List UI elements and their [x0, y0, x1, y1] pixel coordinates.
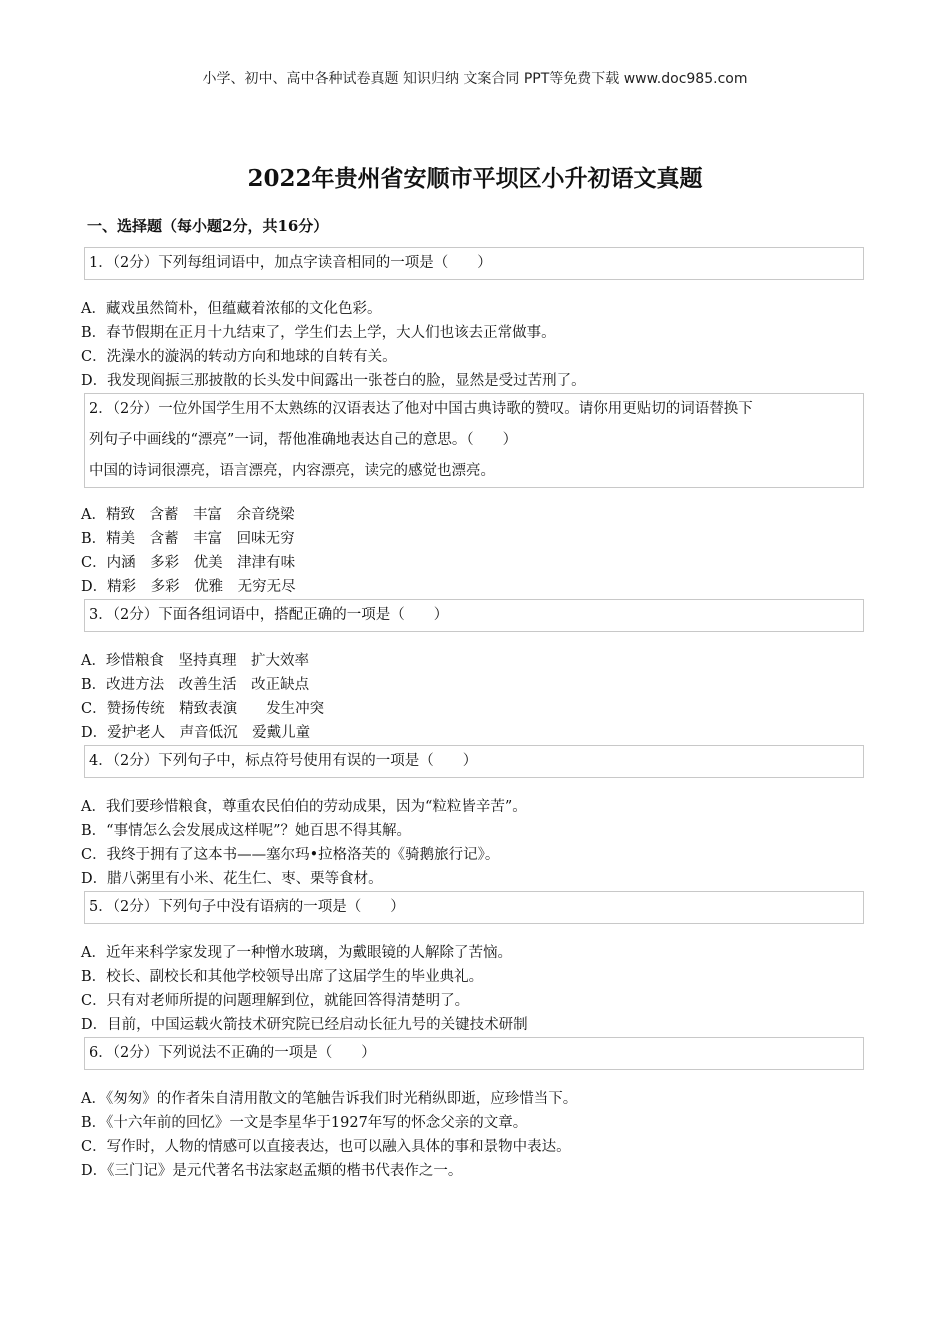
question-stem-line: 中国的诗词很漂亮，语言漂亮，内容漂亮，读完的感觉也漂亮。: [89, 463, 495, 479]
question-3-option-b: B．改进方法 改善生活 改正缺点: [81, 677, 310, 693]
question-2-option-c: C．内涵 多彩 优美 津津有味: [81, 555, 296, 571]
question-2-option-d: D．精彩 多彩 优雅 无穷无尽: [81, 579, 296, 595]
question-1-option-d: D．我发现阎振三那披散的长头发中间露出一张苍白的脸，显然是受过苦刑了。: [81, 373, 586, 389]
question-stem-line: 3．（2分）下面各组词语中，搭配正确的一项是（ ）: [89, 607, 449, 623]
question-stem-line: 1．（2分）下列每组词语中，加点字读音相同的一项是（ ）: [89, 255, 492, 271]
question-2-option-b: B．精美 含蓄 丰富 回味无穷: [81, 531, 295, 547]
question-5-option-c: C．只有对老师所提的问题理解到位，就能回答得清楚明了。: [81, 993, 470, 1009]
question-3-stem: [84, 599, 864, 632]
question-stem-line: 列句子中画线的“漂亮”一词，帮他准确地表达自己的意思。（ ）: [89, 432, 518, 448]
question-stem-line: 4．（2分）下列句子中，标点符号使用有误的一项是（ ）: [89, 753, 478, 769]
question-6-option-d: D．《三门记》是元代著名书法家赵孟頫的楷书代表作之一。: [81, 1163, 463, 1179]
question-4-option-b: B．“事情怎么会发展成这样呢”？她百思不得其解。: [81, 823, 411, 839]
question-3-option-c: C．赞扬传统 精致表演 发生冲突: [81, 701, 325, 717]
question-stem-line: 6．（2分）下列说法不正确的一项是（ ）: [89, 1045, 376, 1061]
question-5-option-b: B．校长、副校长和其他学校领导出席了这届学生的毕业典礼。: [81, 969, 484, 985]
question-1-option-a: A．藏戏虽然简朴，但蕴藏着浓郁的文化色彩。: [81, 301, 382, 317]
question-1-option-b: B．春节假期在正月十九结束了，学生们去上学，大人们也该去正常做事。: [81, 325, 556, 341]
question-4-stem: [84, 745, 864, 778]
question-6-option-b: B．《十六年前的回忆》一文是李星华于1927年写的怀念父亲的文章。: [81, 1115, 528, 1131]
question-4-option-c: C．我终于拥有了这本书——塞尔玛•拉格洛芙的《骑鹅旅行记》。: [81, 847, 500, 863]
question-5-option-a: A．近年来科学家发现了一种憎水玻璃，为戴眼镜的人解除了苦恼。: [81, 945, 512, 961]
question-5-option-d: D．目前，中国运载火箭技术研究院已经启动长征九号的关键技术研制: [81, 1017, 528, 1033]
question-6-option-a: A．《匆匆》的作者朱自清用散文的笔触告诉我们时光稍纵即逝，应珍惜当下。: [81, 1091, 578, 1107]
question-1-option-c: C．洗澡水的漩涡的转动方向和地球的自转有关。: [81, 349, 397, 365]
question-4-option-d: D．腊八粥里有小米、花生仁、枣、栗等食材。: [81, 871, 383, 887]
question-stem-line: 2．（2分）一位外国学生用不太熟练的汉语表达了他对中国古典诗歌的赞叹。请你用更贴切的词语替换下: [89, 401, 753, 417]
question-1-stem: [84, 247, 864, 280]
question-stem-line: 5．（2分）下列句子中没有语病的一项是（ ）: [89, 899, 405, 915]
page-title: 2022年贵州省安顺市平坝区小升初语文真题: [247, 165, 703, 192]
question-2-stem: [84, 393, 864, 488]
question-6-stem: [84, 1037, 864, 1070]
question-4-option-a: A．我们要珍惜粮食，尊重农民伯伯的劳动成果，因为“粒粒皆辛苦”。: [81, 799, 527, 815]
question-3-option-a: A．珍惜粮食 坚持真理 扩大效率: [81, 653, 309, 669]
question-5-stem: [84, 891, 864, 924]
question-3-option-d: D．爱护老人 声音低沉 爱戴儿童: [81, 725, 311, 741]
section-heading: 一、选择题（每小题2分，共16分）: [87, 217, 329, 235]
question-6-option-c: C．写作时，人物的情感可以直接表达，也可以融入具体的事和景物中表达。: [81, 1139, 571, 1155]
site-banner: 小学、初中、高中各种试卷真题 知识归纳 文案合同 PPT等免费下载 www.doc985.com: [202, 71, 748, 87]
question-2-option-a: A．精致 含蓄 丰富 余音绕梁: [81, 507, 295, 523]
